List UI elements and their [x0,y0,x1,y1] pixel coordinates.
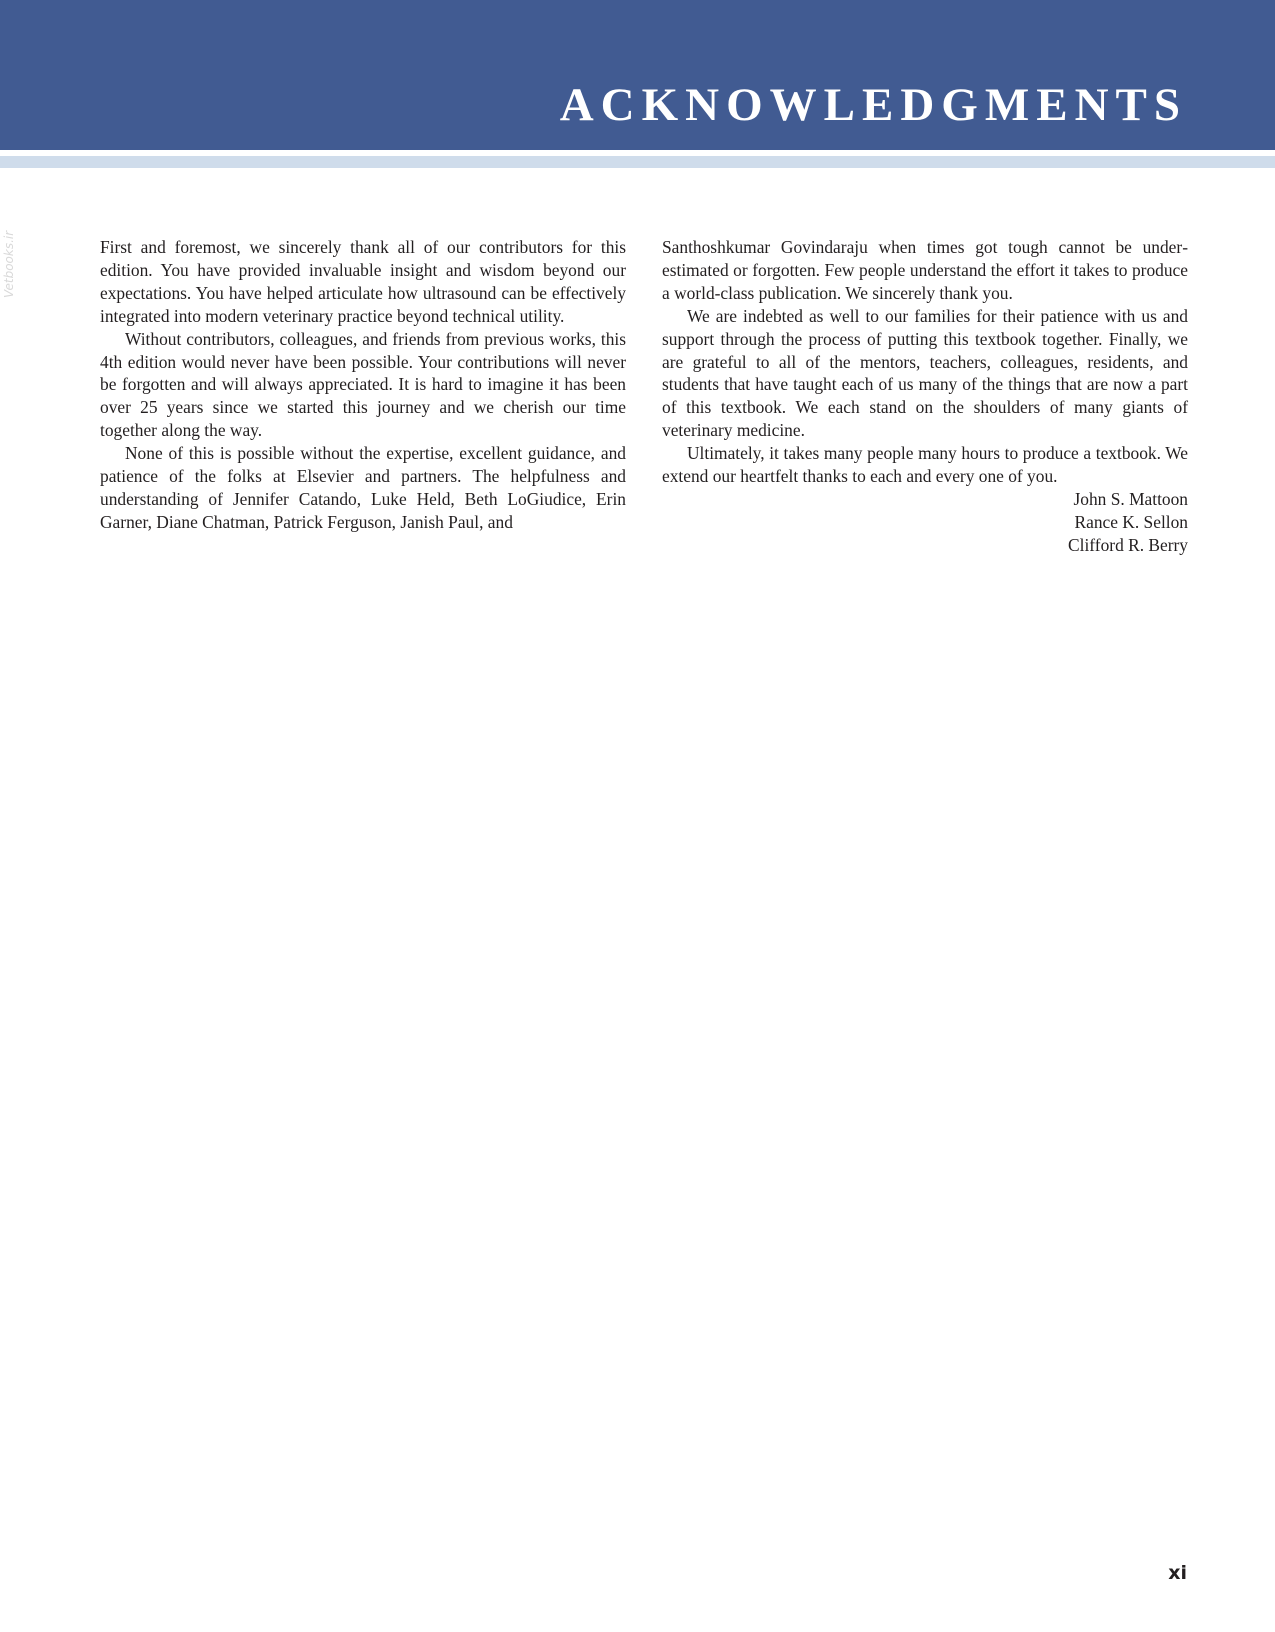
left-column [100,236,626,534]
right-column [662,236,1188,557]
page-number: xi [1168,1562,1187,1584]
paragraph: Without contributors, colleagues, and friends from previous works, this 4th edition would never have been possible. Your contributions will never be forgotten and will always appreciated. It is hard to imagine it has been over 25 years since we started this journey and we cherish our time together along the way. [100,328,626,441]
paragraph: Santhoshkumar Govindaraju when times got tough cannot be underestimated or forgotten. Few people understand the effort it takes to produce a world-class publication. We sincerely thank you. [662,237,1188,303]
paragraph: We are indebted as well to our families for their patience with us and support through the process of putting this textbook together. Finally, we are grateful to all of the mentors, teachers, colleagues, residents, and students that have taught each of us many of the things that are now a part of this textbook. We each stand on the shoulders of many giants of veterinary medicine. [662,305,1188,441]
signature-name: Rance K. Sellon [1074,511,1188,532]
signature-block [662,488,1188,557]
signature-name: Clifford R. Berry [1068,534,1188,555]
paragraph: None of this is possible without the expertise, excellent guidance, and patience of the folks at Elsevier and partners. The helpfulness and understanding of Jennifer Catando, Luke Held, Beth LoGiudice, Erin Garner, Diane Chatman, Patrick Ferguson, Janish Paul, and [100,443,626,532]
watermark: Vetbooks.ir [2,230,16,298]
header-rule [0,156,1275,168]
paragraph: First and foremost, we sincerely thank all of our contributors for this edition. You have provided invaluable insight and wisdom beyond our expectations. You have helped articulate how ultrasound can be effectively integrated into modern veterinary practice beyond technical utility. [100,237,626,326]
paragraph: Ultimately, it takes many people many hours to produce a textbook. We extend our heartfelt thanks to each and every one of you. [662,443,1188,487]
signature-name: John S. Mattoon [1073,488,1188,509]
page-title: ACKNOWLEDGMENTS [559,79,1187,131]
